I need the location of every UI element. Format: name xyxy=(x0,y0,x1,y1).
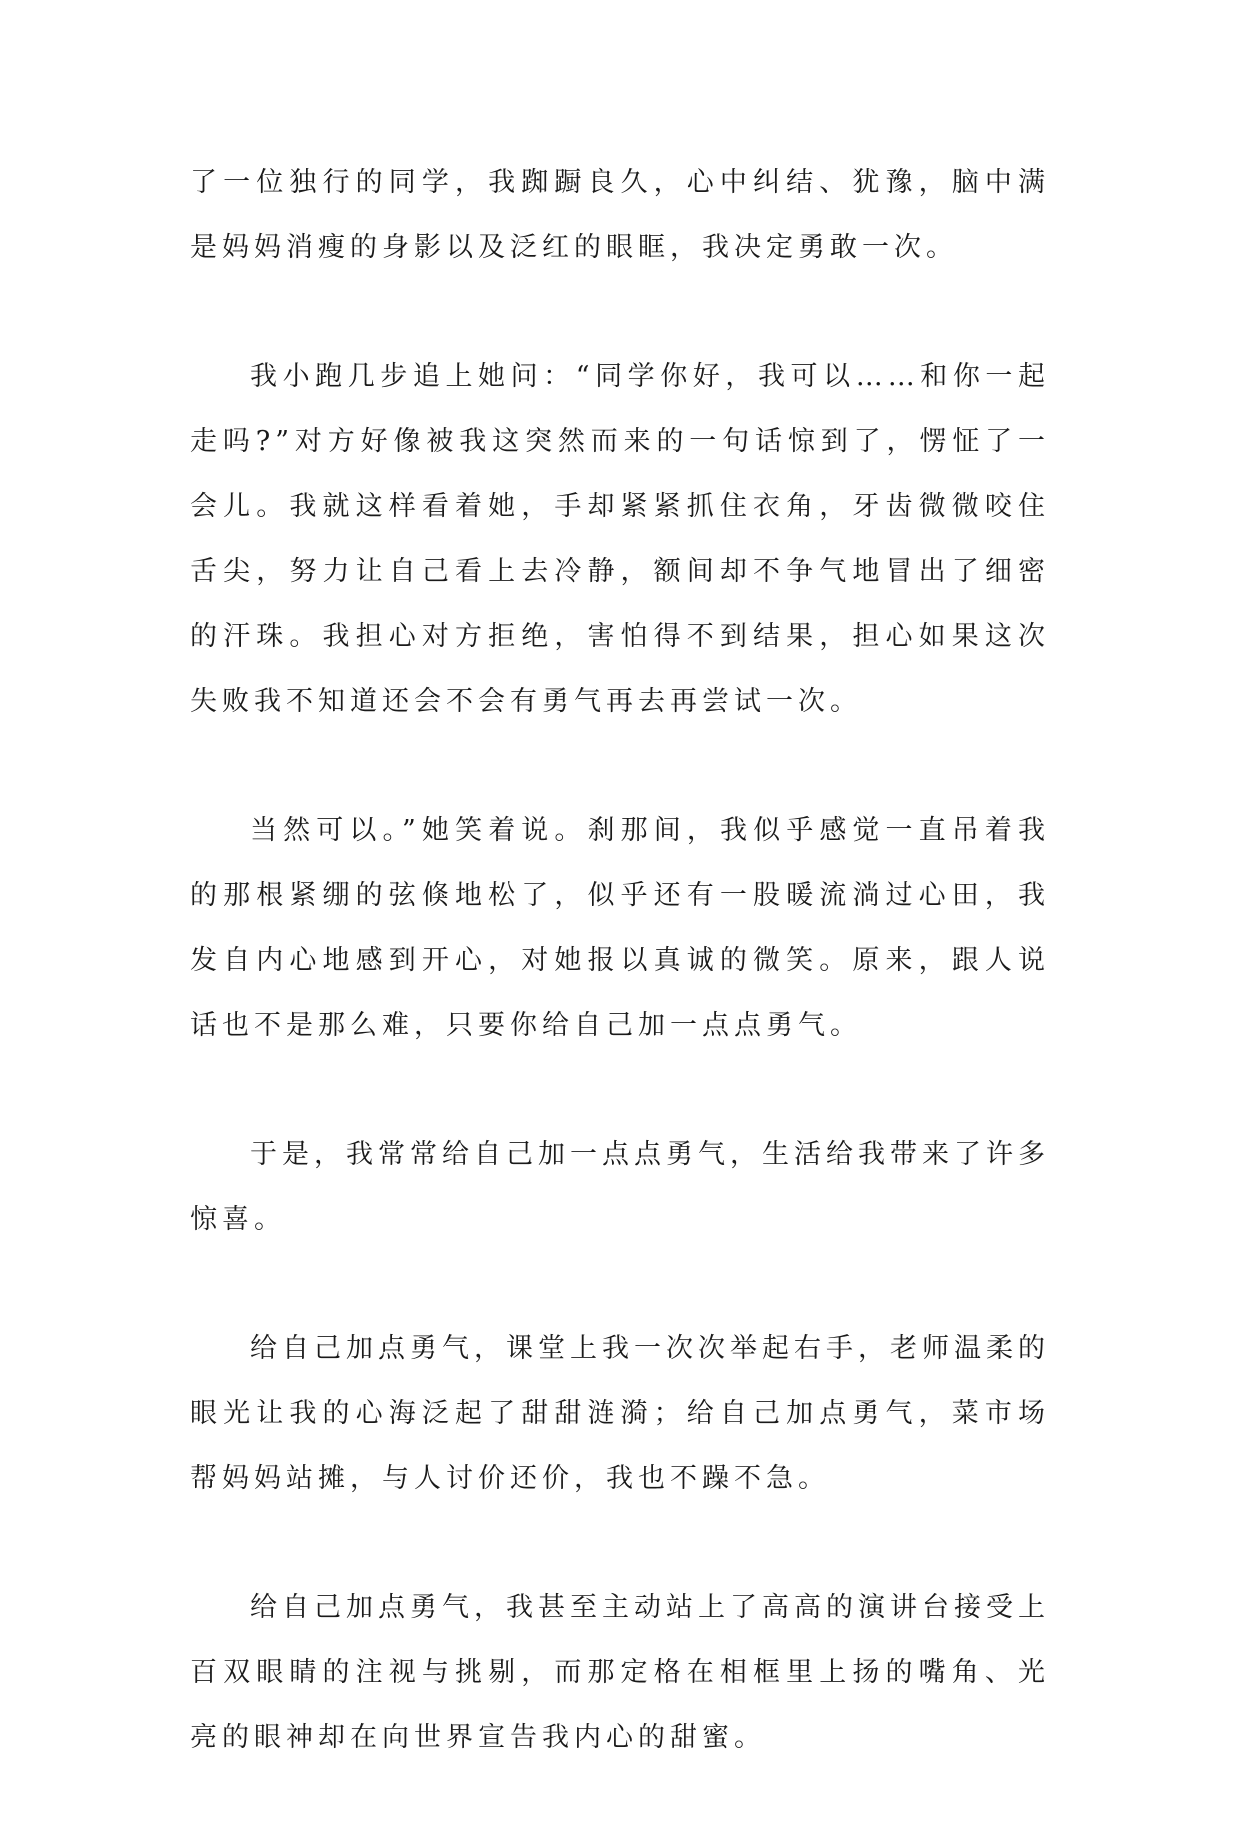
document-body xyxy=(190,150,1050,1834)
paragraph-2: 我小跑几步追上她问：“同学你好，我可以……和你一起走吗?”对方好像被我这突然而来的一句话惊到了，愣怔了一会儿。我就这样看着她，手却紧紧抓住衣角，牙齿微微咬住舌尖，努力让自己看上去冷静，额间却不争气地冒出了细密的汗珠。我担心对方拒绝，害怕得不到结果，担心如果这次失败我不知道还会不会有勇气再去再尝试一次。 xyxy=(190,361,1050,717)
paragraph-3: 当然可以。”她笑着说。刹那间，我似乎感觉一直吊着我的那根紧绷的弦倏地松了，似乎还有一股暖流淌过心田，我发自内心地感到开心，对她报以真诚的微笑。原来，跟人说话也不是那么难，只要你给自己加一点点勇气。 xyxy=(190,815,1050,1041)
paragraph-1: 了一位独行的同学，我踟蹰良久，心中纠结、犹豫，脑中满是妈妈消瘦的身影以及泛红的眼眶，我决定勇敢一次。 xyxy=(190,167,1050,263)
paragraph-6: 给自己加点勇气，我甚至主动站上了高高的演讲台接受上百双眼睛的注视与挑剔，而那定格在相框里上扬的嘴角、光亮的眼神却在向世界宣告我内心的甜蜜。 xyxy=(190,1592,1050,1753)
paragraph-5: 给自己加点勇气，课堂上我一次次举起右手，老师温柔的眼光让我的心海泛起了甜甜涟漪；给自己加点勇气，菜市场帮妈妈站摊，与人讨价还价，我也不躁不急。 xyxy=(190,1333,1050,1494)
paragraph-4: 于是，我常常给自己加一点点勇气，生活给我带来了许多惊喜。 xyxy=(190,1139,1050,1235)
